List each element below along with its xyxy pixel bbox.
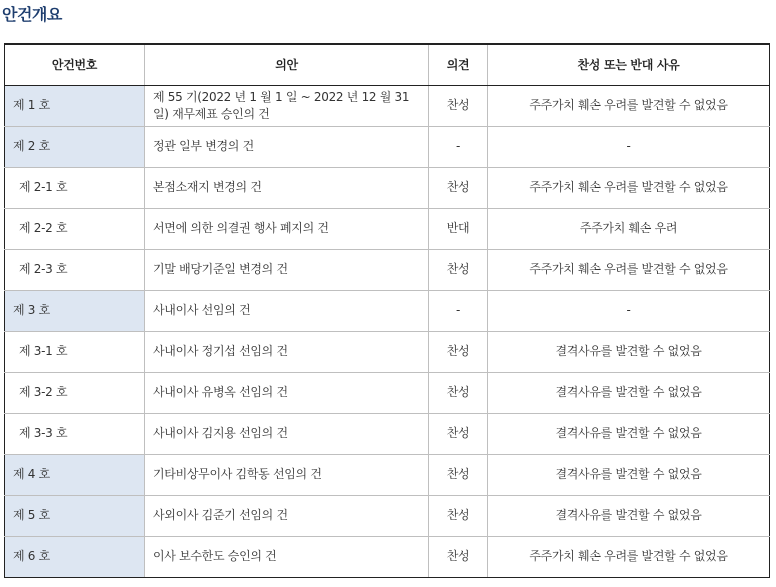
agenda-number-cell: 제 2 호 (5, 126, 145, 167)
agenda-number-cell: 제 2-3 호 (5, 249, 145, 290)
table-row (5, 290, 770, 331)
reason-cell: 결격사유를 발견할 수 없었음 (488, 331, 770, 372)
opinion-cell: 찬성 (429, 495, 488, 536)
table-body (5, 85, 770, 577)
opinion-cell: 찬성 (429, 167, 488, 208)
opinion-cell: 찬성 (429, 536, 488, 577)
opinion-cell: 반대 (429, 208, 488, 249)
reason-cell: 결격사유를 발견할 수 없었음 (488, 413, 770, 454)
table-row (5, 249, 770, 290)
agenda-title-cell: 본점소재지 변경의 건 (145, 167, 429, 208)
reason-cell: 결격사유를 발견할 수 없었음 (488, 372, 770, 413)
agenda-title-cell: 사내이사 선임의 건 (145, 290, 429, 331)
reason-cell: 결격사유를 발견할 수 없었음 (488, 454, 770, 495)
reason-cell: 주주가치 훼손 우려를 발견할 수 없었음 (488, 167, 770, 208)
agenda-title-cell: 정관 일부 변경의 건 (145, 126, 429, 167)
reason-cell: 주주가치 훼손 우려 (488, 208, 770, 249)
agenda-title-cell: 서면에 의한 의결권 행사 폐지의 건 (145, 208, 429, 249)
opinion-cell: 찬성 (429, 413, 488, 454)
agenda-title-cell: 사내이사 정기섭 선임의 건 (145, 331, 429, 372)
table-row (5, 167, 770, 208)
reason-cell: - (488, 290, 770, 331)
reason-cell: 결격사유를 발견할 수 없었음 (488, 495, 770, 536)
agenda-number-cell: 제 2-2 호 (5, 208, 145, 249)
reason-cell: 주주가치 훼손 우려를 발견할 수 없었음 (488, 85, 770, 126)
table-row (5, 372, 770, 413)
header-reason: 찬성 또는 반대 사유 (488, 44, 770, 85)
opinion-cell: 찬성 (429, 372, 488, 413)
reason-cell: 주주가치 훼손 우려를 발견할 수 없었음 (488, 536, 770, 577)
opinion-cell: 찬성 (429, 454, 488, 495)
agenda-title-cell: 제 55 기(2022 년 1 월 1 일 ~ 2022 년 12 월 31 일) 재무제표 승인의 건 (145, 85, 429, 126)
agenda-number-cell: 제 2-1 호 (5, 167, 145, 208)
agenda-number-cell: 제 3 호 (5, 290, 145, 331)
agenda-title-cell: 기말 배당기준일 변경의 건 (145, 249, 429, 290)
table-row (5, 454, 770, 495)
table-header-row (5, 44, 770, 85)
table-row (5, 85, 770, 126)
agenda-number-cell: 제 3-3 호 (5, 413, 145, 454)
opinion-cell: - (429, 126, 488, 167)
agenda-title-cell: 이사 보수한도 승인의 건 (145, 536, 429, 577)
agenda-number-cell: 제 5 호 (5, 495, 145, 536)
table-row (5, 413, 770, 454)
header-opinion: 의견 (429, 44, 488, 85)
table-row (5, 331, 770, 372)
agenda-number-cell: 제 3-2 호 (5, 372, 145, 413)
section-title: 안건개요 (2, 5, 62, 24)
table-row (5, 208, 770, 249)
opinion-cell: - (429, 290, 488, 331)
reason-cell: 주주가치 훼손 우려를 발견할 수 없었음 (488, 249, 770, 290)
opinion-cell: 찬성 (429, 249, 488, 290)
agenda-number-cell: 제 1 호 (5, 85, 145, 126)
table-row (5, 495, 770, 536)
agenda-title-cell: 기타비상무이사 김학동 선임의 건 (145, 454, 429, 495)
agenda-number-cell: 제 6 호 (5, 536, 145, 577)
header-agenda: 의안 (145, 44, 429, 85)
agenda-table (4, 43, 770, 578)
reason-cell: - (488, 126, 770, 167)
opinion-cell: 찬성 (429, 85, 488, 126)
agenda-number-cell: 제 4 호 (5, 454, 145, 495)
header-agenda-number: 안건번호 (5, 44, 145, 85)
agenda-title-cell: 사내이사 유병옥 선임의 건 (145, 372, 429, 413)
opinion-cell: 찬성 (429, 331, 488, 372)
agenda-number-cell: 제 3-1 호 (5, 331, 145, 372)
agenda-title-cell: 사내이사 김지용 선임의 건 (145, 413, 429, 454)
table-row (5, 536, 770, 577)
table-row (5, 126, 770, 167)
agenda-title-cell: 사외이사 김준기 선임의 건 (145, 495, 429, 536)
